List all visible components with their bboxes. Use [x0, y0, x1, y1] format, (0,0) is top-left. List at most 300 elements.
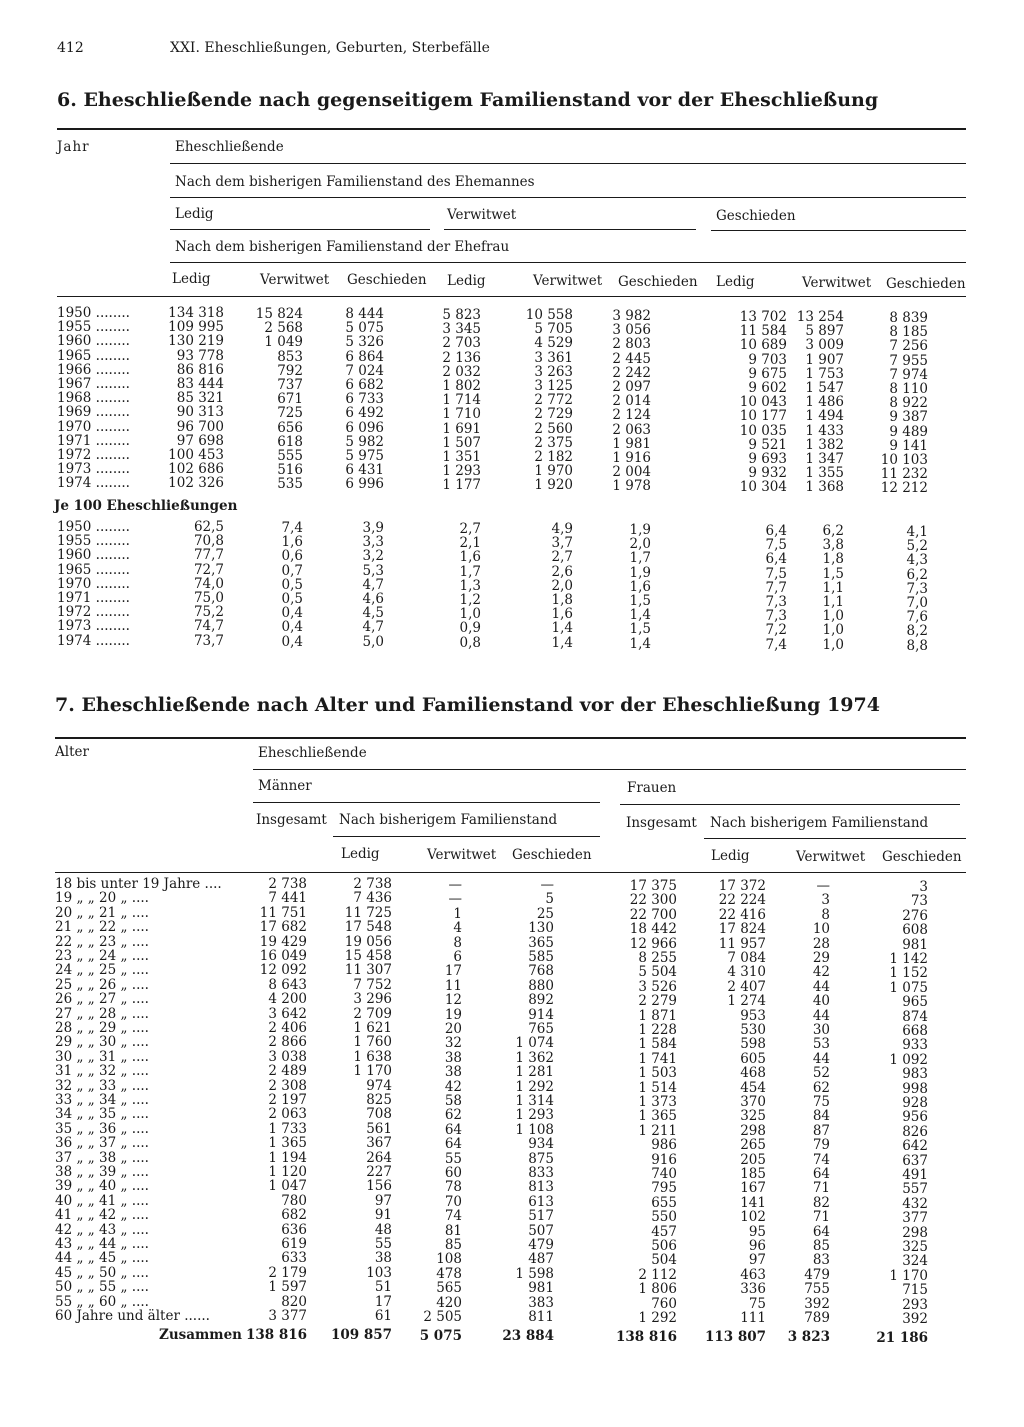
table6-abs-cell: 2 729: [534, 406, 573, 423]
table7-cell: 17 375: [629, 878, 677, 894]
table6-col-header-8: Verwitwet: [802, 275, 872, 291]
table7-age-label: 41 „ „ 42 „ ....: [55, 1207, 149, 1224]
table6-pct-cell: 75,2: [193, 604, 224, 621]
table6-abs-cell: 6 431: [345, 462, 384, 479]
table7-cell: 7 436: [353, 890, 392, 907]
table6-pct-cell: 6,2: [906, 566, 928, 583]
table7-cell: 934: [528, 1136, 554, 1153]
table7-cell: 17: [374, 1293, 392, 1310]
table6-pct-cell: 1,0: [822, 608, 844, 625]
table6-abs-cell: 100 453: [168, 447, 224, 463]
table7-age-label: 33 „ „ 34 „ ....: [55, 1092, 149, 1108]
table7-cell: 1 292: [515, 1078, 554, 1095]
table7-cell: 1 194: [268, 1149, 307, 1166]
table6-pct-cell: 7,4: [765, 636, 787, 653]
table6-pct-cell: 77,7: [193, 547, 224, 564]
table6-pct-cell: 6,4: [765, 551, 787, 568]
table7-total-cell: 3 823: [787, 1329, 830, 1345]
table6-pct-cell: 4,7: [362, 576, 384, 593]
table7-cell: 19 056: [344, 933, 392, 950]
table7-cell: 16 049: [259, 948, 307, 964]
table6-abs-cell: 8 839: [889, 310, 928, 326]
table6-pct-cell: 73,7: [193, 632, 224, 649]
table6-rule-1: [170, 163, 966, 164]
table7-cell: —: [448, 891, 462, 908]
table6-pct-cell: 7,0: [906, 595, 928, 611]
table6-pct-cell: 7,3: [765, 594, 787, 610]
table6-pct-cell: 3,9: [362, 520, 384, 536]
table7-cell: 325: [902, 1239, 928, 1255]
table7-cell: 22 224: [718, 892, 766, 909]
table7-cell: 608: [902, 922, 928, 939]
table6-abs-cell: 656: [277, 419, 303, 436]
table6-pct-cell: 0,6: [281, 548, 303, 565]
table6-abs-cell: 792: [277, 362, 303, 379]
table7-cell: 19: [444, 1006, 462, 1023]
table7-women-ledig-header: Ledig: [711, 848, 750, 864]
table7-cell: 1 760: [353, 1034, 392, 1051]
table6-abs-cell: 2 182: [534, 449, 573, 465]
table7-age-label: 19 „ „ 20 „ ....: [55, 890, 149, 907]
table6-abs-cell: 96 700: [176, 418, 224, 435]
table6-pct-cell: 3,8: [822, 537, 844, 554]
table6-pct-cell: 1,0: [822, 636, 844, 653]
table6-abs-cell: 13 254: [796, 309, 844, 325]
table6-pct-cell: 4,9: [551, 521, 573, 537]
table7-cell: 420: [436, 1294, 462, 1311]
table6-pct-year: 1970 ........: [57, 575, 130, 592]
table6-abs-cell: 1 486: [805, 394, 844, 411]
table6-pct-cell: 3,2: [362, 548, 384, 565]
table6-pct-year: 1971 ........: [57, 590, 130, 606]
table7-cell: 1 598: [515, 1265, 554, 1282]
table7-age-label: 24 „ „ 25 „ ....: [55, 962, 149, 979]
table6-abs-year: 1968 ........: [57, 390, 130, 407]
table6-abs-cell: 85 321: [176, 390, 224, 407]
table7-cell: 998: [902, 1080, 928, 1097]
table6-abs-cell: 1 710: [442, 406, 481, 423]
table6-abs-cell: 9 602: [748, 380, 787, 396]
table6-abs-cell: 130 219: [168, 333, 224, 350]
table7-cell: 227: [366, 1164, 392, 1180]
table7-age-label: 25 „ „ 26 „ ....: [55, 976, 149, 993]
table7-cell: 765: [528, 1021, 554, 1037]
table6-pct-cell: 7,5: [765, 565, 787, 582]
table7-cell: 44: [812, 1050, 830, 1067]
table6-abs-cell: 1 691: [442, 420, 481, 437]
table7-cell: 83: [812, 1252, 830, 1269]
table7-cell: 1 274: [727, 993, 766, 1010]
table7-cell: 1 584: [638, 1036, 677, 1053]
table7-rule-1: [253, 769, 966, 770]
table6-rule-group-2: [444, 229, 696, 230]
table7-cell: 2 709: [353, 1005, 392, 1022]
table7-cell: 2 866: [268, 1034, 307, 1051]
table6-abs-cell: 5 075: [345, 320, 384, 337]
table6-pct-cell: 0,4: [281, 633, 303, 650]
table6-abs-cell: 8 444: [345, 306, 384, 322]
table7-age-label: 27 „ „ 28 „ ....: [55, 1005, 149, 1022]
table6-abs-cell: 1 920: [534, 477, 573, 494]
table7-age-label: 18 bis unter 19 Jahre ....: [55, 876, 222, 892]
table6-top-rule: [57, 128, 966, 130]
table6-abs-cell: 1 753: [805, 365, 844, 382]
table6-abs-cell: 2 703: [442, 335, 481, 352]
table7-cell: 79: [812, 1137, 830, 1154]
table7-age-label: 60 Jahre und älter ......: [55, 1308, 210, 1324]
table7-cell: 3 038: [268, 1048, 307, 1065]
table6-pct-cell: 1,1: [822, 594, 844, 610]
table6-pct-cell: 7,2: [765, 622, 787, 639]
table6-pct-cell: 7,5: [765, 537, 787, 554]
table6-pct-cell: 2,7: [551, 549, 573, 566]
table6-abs-cell: 2 124: [612, 407, 651, 424]
table7-cell: 55: [444, 1150, 462, 1167]
table7-cell: 325: [740, 1108, 766, 1125]
table6-pct-cell: 1,1: [822, 579, 844, 596]
table7-cell: 365: [528, 934, 554, 951]
table7-cell: 185: [740, 1166, 766, 1182]
table7-cell: 755: [804, 1281, 830, 1298]
table7-cell: 4 310: [727, 964, 766, 981]
table7-cell: 1 170: [353, 1063, 392, 1080]
table7-cell: 875: [528, 1150, 554, 1167]
table7-cell: 276: [902, 907, 928, 924]
table7-cell: 507: [528, 1222, 554, 1239]
table6-pct-cell: 2,0: [551, 577, 573, 594]
table7-cell: 965: [902, 994, 928, 1011]
table7-cell: 598: [740, 1036, 766, 1053]
table6-pct-cell: 74,7: [193, 618, 224, 635]
table6-abs-cell: 10 035: [739, 422, 787, 439]
table6-abs-cell: 2 097: [612, 379, 651, 395]
table6-abs-cell: 5 897: [805, 323, 844, 340]
table6-pct-cell: 70,8: [193, 533, 224, 550]
table7-age-label: 20 „ „ 21 „ ....: [55, 904, 149, 921]
table7-cell: 933: [902, 1037, 928, 1054]
table6-abs-cell: 9 675: [748, 365, 787, 382]
table7-cell: 768: [528, 963, 554, 980]
table6-pct-cell: 7,4: [281, 520, 303, 536]
table6-pct-cell: 74,0: [193, 575, 224, 592]
table7-age-label: 26 „ „ 27 „ ....: [55, 991, 149, 1008]
table7-cell: 293: [902, 1296, 928, 1313]
table7-age-label: 40 „ „ 41 „ ....: [55, 1192, 149, 1209]
table7-cell: 12 966: [629, 935, 677, 952]
table7-cell: 58: [444, 1093, 462, 1109]
table6-abs-cell: 134 318: [168, 305, 224, 321]
table7-cell: 636: [281, 1221, 307, 1238]
table7-cell: 96: [748, 1238, 766, 1254]
table6-pct-cell: 1,4: [629, 607, 651, 624]
table6-abs-year: 1950 ........: [57, 305, 130, 321]
table6-abs-cell: 1 907: [805, 351, 844, 368]
table7-title: 7. Eheschließende nach Alter und Familienstand vor der Eheschließung 1974: [55, 694, 880, 716]
table6-abs-cell: 3 982: [612, 308, 651, 324]
table7-age-label: 44 „ „ 45 „ ....: [55, 1250, 149, 1267]
table6-pct-year: 1960 ........: [57, 547, 130, 564]
table7-cell: 928: [902, 1095, 928, 1111]
table6-abs-cell: 5 982: [345, 433, 384, 450]
table7-cell: 70: [444, 1193, 462, 1210]
table7-men-verwitwet-header: Verwitwet: [427, 847, 497, 863]
table7-cell: 655: [651, 1194, 677, 1211]
table7-cell: 916: [651, 1151, 677, 1168]
table6-abs-cell: 6 096: [345, 419, 384, 436]
table7-cell: 298: [902, 1224, 928, 1241]
table7-total-cell: 138 816: [245, 1327, 307, 1343]
table6-abs-cell: 1 351: [442, 449, 481, 465]
table7-total-cell: 23 884: [502, 1328, 554, 1344]
table6-pct-cell: 2,7: [459, 521, 481, 537]
table6-pct-cell: 1,9: [629, 564, 651, 581]
table6-abs-cell: 6 682: [345, 377, 384, 393]
table6-col-header-6: Geschieden: [618, 274, 698, 290]
table7-cell: 1 871: [638, 1007, 677, 1024]
table7-rule-bottom-header: [55, 872, 966, 873]
table6-abs-cell: 10 558: [525, 307, 573, 323]
table7-cell: 956: [902, 1109, 928, 1126]
table6-abs-cell: 109 995: [168, 319, 224, 336]
table6-pct-cell: 5,2: [906, 538, 928, 555]
table6-pct-cell: 0,4: [281, 605, 303, 622]
table6-abs-cell: 13 702: [739, 309, 787, 325]
table6-pct-cell: 1,0: [459, 606, 481, 623]
table6-husband-group-verwitwet: Verwitwet: [447, 207, 517, 223]
table6-abs-year: 1960 ........: [57, 333, 130, 350]
table6-pct-cell: 5,3: [362, 562, 384, 579]
table7-cell: 1 365: [638, 1108, 677, 1125]
table7-cell: 22 700: [629, 906, 677, 923]
table6-abs-cell: 7 256: [889, 338, 928, 355]
table7-rule-women: [620, 804, 960, 805]
table6-title: 6. Eheschließende nach gegenseitigem Familienstand vor der Eheschließung: [57, 89, 879, 111]
table7-cell: 38: [444, 1049, 462, 1066]
table6-pct-cell: 1,5: [822, 565, 844, 582]
table7-cell: 18 442: [629, 921, 677, 938]
table6-pct-cell: 2,1: [459, 535, 481, 552]
table7-rule-women-status: [704, 838, 966, 839]
table7-cell: 71: [812, 1209, 830, 1226]
table7-cell: 506: [651, 1238, 677, 1254]
table7-cell: 64: [812, 1223, 830, 1240]
table7-cell: 48: [374, 1221, 392, 1238]
table7-cell: 3 526: [638, 978, 677, 995]
table6-abs-cell: 1 802: [442, 378, 481, 394]
table7-cell: 1 733: [268, 1120, 307, 1137]
table7-cell: 64: [444, 1121, 462, 1138]
table6-abs-cell: 2 445: [612, 350, 651, 367]
table7-cell: 38: [444, 1064, 462, 1081]
table7-cell: 1 806: [638, 1281, 677, 1298]
table7-cell: 1 047: [268, 1178, 307, 1195]
table6-abs-cell: 6 864: [345, 348, 384, 365]
table6-pct-cell: 0,4: [281, 619, 303, 636]
table7-cell: 38: [374, 1250, 392, 1267]
table6-percent-section-label: Je 100 Eheschließungen: [54, 498, 238, 514]
table6-rule-4: [57, 296, 966, 297]
table7-cell: 3 296: [353, 991, 392, 1008]
table7-cell: 1 373: [638, 1094, 677, 1110]
table6-rule-group-3: [711, 230, 966, 231]
table6-pct-cell: 0,7: [281, 562, 303, 579]
table6-col-header-9: Geschieden: [886, 276, 966, 292]
table7-cell: 29: [812, 950, 830, 966]
table7-age-label: 55 „ „ 60 „ ....: [55, 1293, 149, 1310]
table7-cell: 637: [902, 1152, 928, 1169]
table6-abs-cell: 3 056: [612, 322, 651, 339]
table7-cell: 298: [740, 1122, 766, 1139]
table6-pct-cell: 8,2: [906, 623, 928, 640]
table6-pct-year: 1974 ........: [57, 632, 130, 649]
table6-pct-cell: 1,0: [822, 622, 844, 639]
table7-age-label: 42 „ „ 43 „ ....: [55, 1221, 149, 1238]
table6-pct-cell: 1,4: [551, 634, 573, 651]
table6-pct-year: 1972 ........: [57, 604, 130, 621]
table7-age-label: 32 „ „ 33 „ ....: [55, 1077, 149, 1094]
table7-cell: 557: [902, 1181, 928, 1198]
table6-abs-cell: 10 304: [739, 479, 787, 496]
table7-age-label: 45 „ „ 50 „ ....: [55, 1264, 149, 1281]
table7-cell: 40: [812, 993, 830, 1010]
table7-women-verwitwet-header: Verwitwet: [796, 849, 866, 865]
table6-abs-cell: 11 584: [739, 323, 787, 340]
table7-cell: 820: [281, 1293, 307, 1310]
table6-pct-cell: 1,5: [629, 593, 651, 609]
table7-cell: 264: [366, 1149, 392, 1166]
table7-cell: 85: [444, 1237, 462, 1253]
table6-abs-cell: 1 714: [442, 392, 481, 409]
table7-cell: 12 092: [259, 962, 307, 979]
table6-pct-cell: 6,4: [765, 523, 787, 539]
table7-cell: 7 084: [727, 950, 766, 966]
table6-abs-cell: 2 136: [442, 349, 481, 366]
table7-cell: 1 074: [515, 1035, 554, 1052]
table6-pct-cell: 3,3: [362, 534, 384, 551]
table7-cell: 2 112: [638, 1266, 677, 1283]
table6-abs-year: 1965 ........: [57, 347, 130, 364]
table7-cell: 22 416: [718, 906, 766, 923]
table6-abs-cell: 1 368: [805, 479, 844, 496]
table6-pct-year: 1950 ........: [57, 519, 130, 535]
table7-cell: 2 738: [268, 876, 307, 892]
table6-abs-cell: 1 547: [805, 380, 844, 396]
table7-cell: 1 362: [515, 1049, 554, 1066]
table7-cell: 1 120: [268, 1164, 307, 1180]
table7-total-cell: 5 075: [419, 1328, 462, 1344]
table6-abs-cell: 2 560: [534, 420, 573, 437]
table6-abs-year: 1974 ........: [57, 475, 130, 492]
table6-abs-cell: 2 242: [612, 364, 651, 381]
table7-cell: 392: [804, 1295, 830, 1312]
table6-rule-group-1: [170, 229, 430, 230]
table6-abs-cell: 1 916: [612, 450, 651, 466]
table6-abs-cell: 1 355: [805, 465, 844, 482]
table7-cell: 1 514: [638, 1079, 677, 1096]
table7-women-status-header: Nach bisherigem Familienstand: [710, 815, 929, 831]
table7-age-label: 21 „ „ 22 „ ....: [55, 919, 149, 936]
table7-men-status-header: Nach bisherigem Familienstand: [339, 812, 558, 828]
table7-cell: 2 738: [353, 876, 392, 892]
table7-cell: 20: [444, 1021, 462, 1037]
table7-cell: 44: [812, 978, 830, 995]
table6-abs-year: 1969 ........: [57, 404, 130, 421]
table7-cell: 478: [436, 1265, 462, 1282]
table7-cell: 4: [453, 920, 462, 937]
table7-cell: 2 505: [423, 1309, 462, 1325]
table7-cell: 708: [366, 1106, 392, 1123]
table6-pct-cell: 4,7: [362, 619, 384, 636]
table6-rule-3: [170, 262, 966, 263]
table7-cell: 25: [536, 905, 554, 922]
table7-cell: 17 548: [344, 919, 392, 936]
table6-pct-cell: 1,4: [629, 635, 651, 652]
table6-abs-cell: 10 103: [880, 452, 928, 468]
table7-women-total-header: Insgesamt: [626, 815, 697, 831]
table6-abs-year: 1971 ........: [57, 432, 130, 449]
table6-abs-year: 1967 ........: [57, 376, 130, 392]
table7-cell: 487: [528, 1251, 554, 1268]
table7-cell: 605: [740, 1050, 766, 1067]
table6-abs-cell: 10 043: [739, 394, 787, 411]
table7-age-label: 23 „ „ 24 „ ....: [55, 948, 149, 964]
table7-cell: 81: [444, 1222, 462, 1239]
table6-abs-cell: 1 507: [442, 434, 481, 451]
table7-cell: 561: [366, 1120, 392, 1137]
table7-cell: 2 197: [268, 1092, 307, 1108]
table7-age-label: 43 „ „ 44 „ ....: [55, 1236, 149, 1252]
table6-header-husband: Nach dem bisherigen Familienstand des Ehemannes: [175, 174, 535, 190]
table6-pct-cell: 0,5: [281, 576, 303, 593]
table7-cell: 432: [902, 1195, 928, 1212]
table7-cell: 205: [740, 1151, 766, 1168]
table7-cell: 833: [528, 1165, 554, 1181]
table7-cell: 880: [528, 977, 554, 994]
table7-cell: 789: [804, 1310, 830, 1326]
table6-abs-cell: 86 816: [176, 361, 224, 378]
table7-cell: 156: [366, 1178, 392, 1195]
table6-abs-year: 1972 ........: [57, 447, 130, 463]
table6-abs-cell: 3 361: [534, 349, 573, 366]
table7-age-label: 29 „ „ 30 „ ....: [55, 1034, 149, 1051]
table6-abs-cell: 9 693: [748, 451, 787, 467]
table7-cell: 1 638: [353, 1048, 392, 1065]
table7-cell: 825: [366, 1092, 392, 1108]
table7-cell: 2 489: [268, 1063, 307, 1080]
table7-cell: 19 429: [259, 933, 307, 950]
table6-pct-cell: 4,5: [362, 605, 384, 622]
table6-pct-cell: 2,0: [629, 536, 651, 553]
table6-pct-cell: 1,8: [551, 592, 573, 608]
table6-abs-cell: 83 444: [176, 376, 224, 392]
table6-abs-cell: 535: [277, 476, 303, 493]
table7-cell: 892: [528, 992, 554, 1009]
table6-abs-cell: 15 824: [255, 306, 303, 322]
table6-abs-cell: 12 212: [880, 480, 928, 497]
table7-cell: 2 407: [727, 978, 766, 995]
table6-abs-cell: 2 568: [264, 320, 303, 337]
table6-abs-cell: 11 232: [880, 466, 928, 483]
table7-cell: 463: [740, 1266, 766, 1283]
table6-col-header-7: Ledig: [716, 274, 755, 290]
table7-cell: 613: [528, 1193, 554, 1210]
table7-cell: 130: [528, 920, 554, 937]
table7-cell: 2 179: [268, 1264, 307, 1281]
table7-cell: 383: [528, 1294, 554, 1311]
table7-age-label: 22 „ „ 23 „ ....: [55, 933, 149, 950]
table7-cell: 530: [740, 1022, 766, 1038]
table7-cell: 2 063: [268, 1106, 307, 1123]
